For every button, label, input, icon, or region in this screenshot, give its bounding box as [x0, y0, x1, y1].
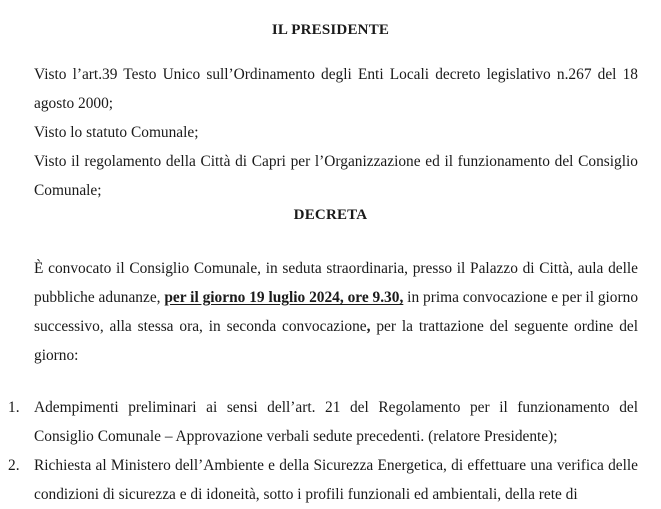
agenda-item-text: Richiesta al Ministero dell’Ambiente e della Sicurezza Energetica, di effettuare una verifica delle condizioni di sicurezza e di idoneità, sotto i profili funzionali ed ambientali, della rete di [34, 457, 638, 503]
decree-text-part3: per la trattazione del seguente ordine del giorno: [34, 318, 638, 364]
section-heading-decreta: DECRETA [293, 207, 368, 223]
agenda-item-text: Adempimenti preliminari ai sensi dell’art. 21 del Regolamento per il funzionamento del Consiglio Comunale – Approvazione verbali sedute precedenti. (relatore Presidente); [34, 399, 638, 445]
decree-text-part2: in prima convocazione e per il giorno successivo, alla stessa ora, in seconda convocazione [34, 289, 639, 335]
meeting-date: per il giorno 19 luglio 2024, ore 9.30, [164, 289, 404, 306]
document-title: IL PRESIDENTE [271, 22, 390, 38]
decree-text-part1: È convocato il Consiglio Comunale, in seduta straordinaria, presso il Palazzo di Città, aula delle pubbliche adunanze, [34, 260, 638, 306]
agenda-item-number: 2. [8, 457, 20, 474]
premise-statute: Visto lo statuto Comunale; [34, 124, 199, 141]
agenda-item-number: 1. [8, 399, 20, 416]
premise-legislation: Visto l’art.39 Testo Unico sull’Ordinamento degli Enti Locali decreto legislativo n.267 del 18 agosto 2000; [34, 66, 638, 112]
premise-regulation: Visto il regolamento della Città di Capri per l’Organizzazione ed il funzionamento del Consiglio Comunale; [34, 153, 638, 199]
decree-paragraph [34, 254, 638, 370]
decree-comma: , [366, 318, 371, 335]
